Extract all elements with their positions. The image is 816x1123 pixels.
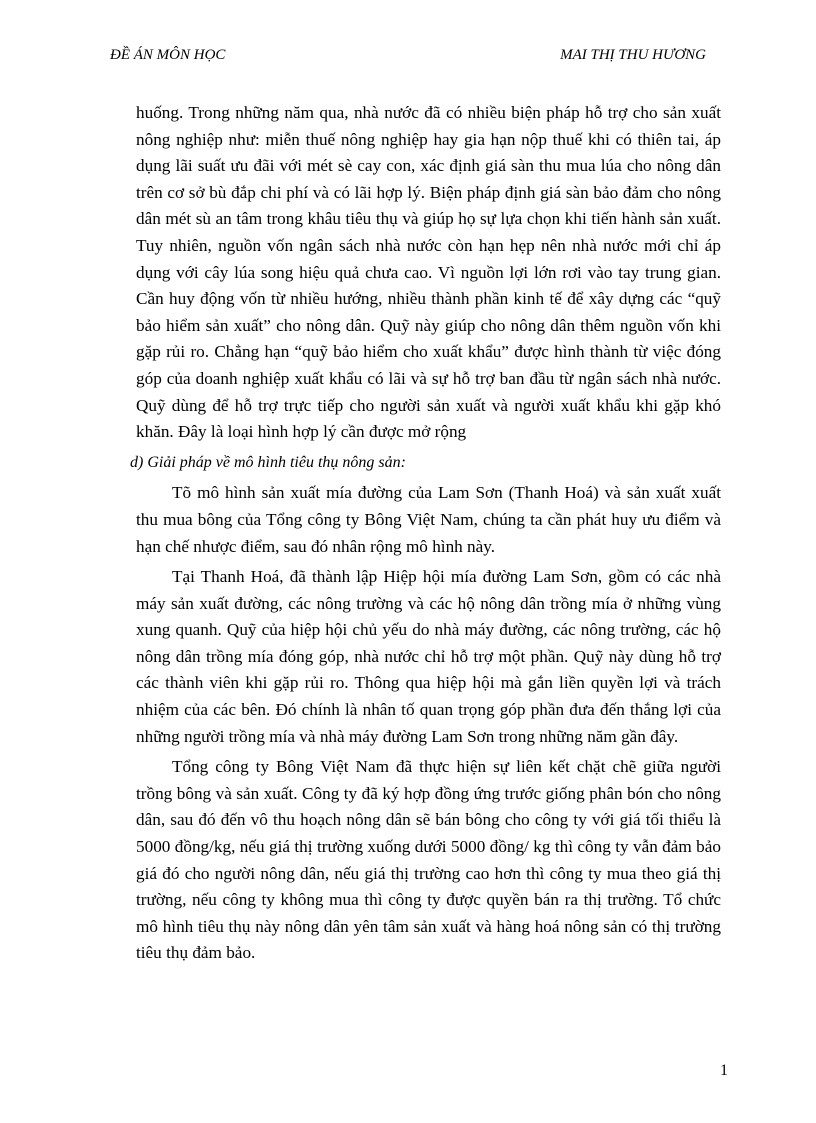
header-author-name: MAI THỊ THU HƯƠNG: [560, 47, 706, 63]
paragraph-lam-son-intro: Tõ mô hình sản xuất mía đường của Lam Sơn (Thanh Hoá) và sản xuất xuất thu mua bông của Tổng công ty Bông Việt Nam, chúng ta cần phát huy ưu điểm và hạn chế nhược điểm, sau đó nhân rộng mô hình này.: [136, 483, 721, 556]
page-header: [110, 47, 706, 64]
header-course-title: ĐỀ ÁN MÔN HỌC: [110, 47, 226, 63]
section-heading-consumption-model: d) Giải pháp về mô hình tiêu thụ nông sản:: [130, 453, 406, 471]
document-body: [130, 100, 721, 967]
paragraph-support-measures: huống. Trong những năm qua, nhà nước đã có nhiều biện pháp hỗ trợ cho sản xuất nông nghiệp như: miễn thuế nông nghiệp hay gia hạn nộp thuế khi có thiên tai, áp dụng lãi suất ưu đãi với mét sè cay con, xác định giá sàn thu mua lúa cho nông dân trên cơ sở bù đắp chi phí và có lãi hợp lý. Biện pháp định giá sàn bảo đảm cho nông dân mét sù an tâm trong khâu tiêu thụ và giúp họ sự lựa chọn khi tiến hành sản xuất. Tuy nhiên, nguồn vốn ngân sách nhà nước còn hạn hẹp nên nhà nước mới chỉ áp dụng với cây lúa song hiệu quả chưa cao. Vì nguồn lợi lớn rơi vào tay trung gian. Cần huy động vốn từ nhiều hướng, nhiều thành phần kinh tế để xây dựng các “quỹ bảo hiểm sản xuất” cho nông dân. Quỹ này giúp cho nông dân thêm nguồn vốn khi gặp rủi ro. Chẳng hạn “quỹ bảo hiểm cho xuất khẩu” được hình thành từ việc đóng góp của doanh nghiệp xuất khẩu có lãi và sự hỗ trợ ban đầu từ ngân sách nhà nước. Quỹ dùng để hỗ trợ trực tiếp cho người sản xuất và người xuất khẩu khi gặp khó khăn. Đây là loại hình hợp lý cần được mở rộng: [136, 103, 721, 442]
page-number: 1: [720, 1062, 728, 1079]
paragraph-thanh-hoa-association: Tại Thanh Hoá, đã thành lập Hiệp hội mía đường Lam Sơn, gồm có các nhà máy sản xuất đường, các nông trường và các hộ nông dân trồng mía ở những vùng xung quanh. Quỹ của hiệp hội chủ yếu do nhà máy đường, các nông trường, các hộ nông dân trồng mía đóng góp, nhà nước chỉ hỗ trợ một phần. Quỹ này dùng hỗ trợ các thành viên khi gặp rủi ro. Thông qua hiệp hội mà gắn liền quyền lợi và trách nhiệm của các bên. Đó chính là nhân tố quan trọng góp phần đưa đến thắng lợi của những người trồng mía và nhà máy đường Lam Sơn trong những năm gần đây.: [136, 567, 721, 746]
paragraph-cotton-company: Tổng công ty Bông Việt Nam đã thực hiện sự liên kết chặt chẽ giữa người trồng bông và sản xuất. Công ty đã ký hợp đồng ứng trước giống phân bón cho nông dân, sau đó đến vô thu hoạch nông dân sẽ bán bông cho công ty với giá tối thiểu là 5000 đồng/kg, nếu giá thị trường xuống dưới 5000 đồng/ kg thì công ty vẫn đảm bảo giá đó cho người nông dân, nếu giá thị trường cao hơn thì công ty mua theo giá thị trường, nếu công ty không mua thì công ty được quyền bán ra thị trường. Tổ chức mô hình tiêu thụ này nông dân yên tâm sản xuất và hàng hoá nông sản có thị trường tiêu thụ đảm bảo.: [136, 757, 721, 963]
